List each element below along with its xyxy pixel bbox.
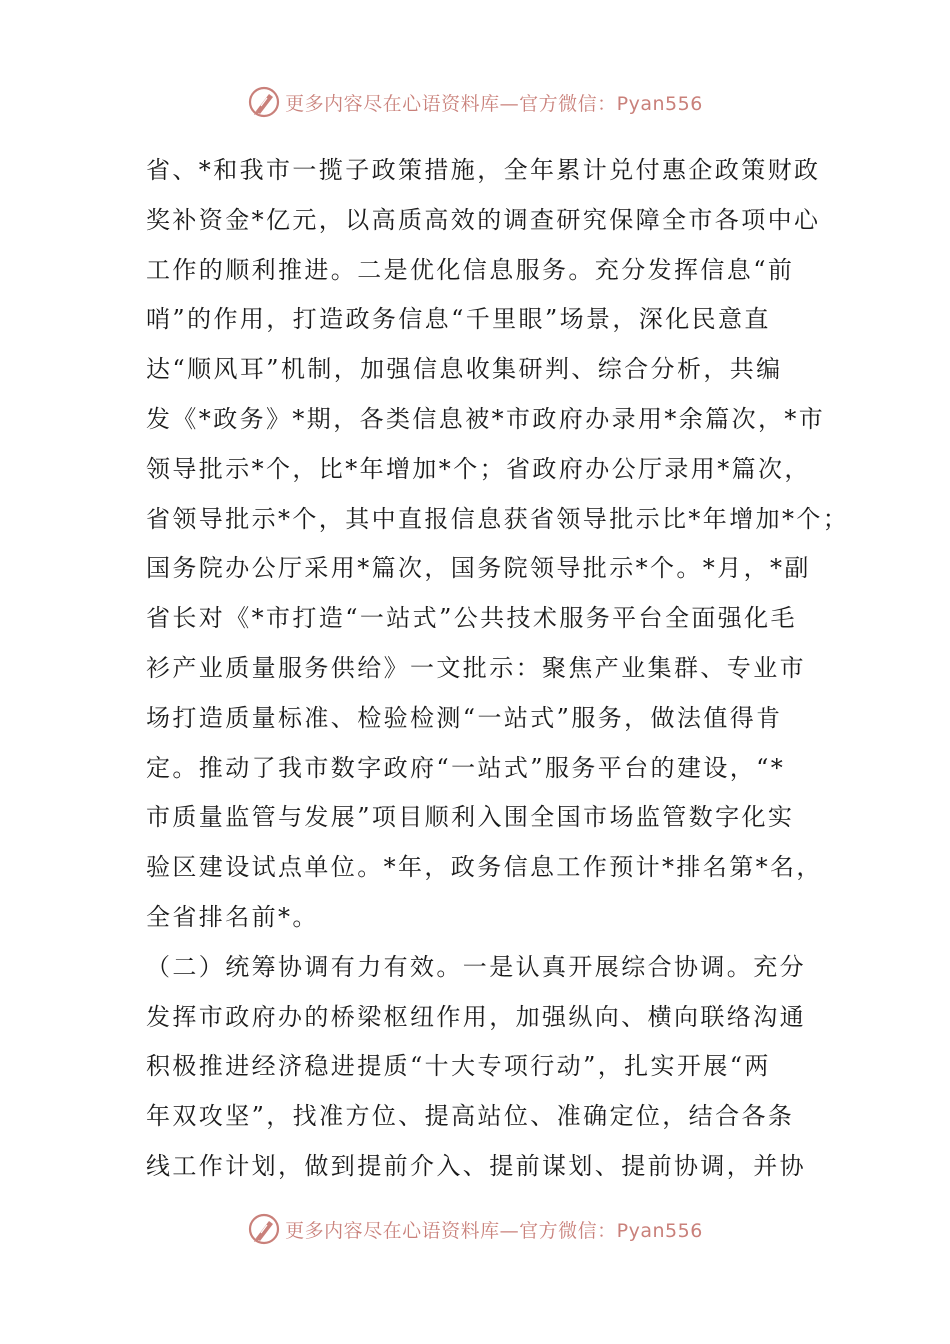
text-line: 年双攻坚”，找准方位、提高站位、准确定位，结合各条 [146,1102,795,1131]
watermark-account: Pyan556 [616,1219,703,1242]
text-line: 奖补资金*亿元，以高质高效的调查研究保障全市各项中心 [146,205,821,234]
watermark-text [285,89,703,116]
text-line: 国务院办公厅采用*篇次，国务院领导批示*个。*月，*副 [146,554,811,583]
text-line: 定。推动了我市数字政府“一站式”服务平台的建设，“* [146,753,786,782]
pen-nib-logo-icon [247,1212,281,1246]
watermark-text [285,1216,703,1243]
section-heading-line: （二）统筹协调有力有效。一是认真开展综合协调。充分 [146,952,806,981]
text-line: 领导批示*个，比*年增加*个；省政府办公厅录用*篇次， [146,454,811,483]
text-line: 发挥市政府办的桥梁枢纽作用，加强纵向、横向联络沟通 [146,1002,806,1031]
text-line: 全省排名前*。 [146,902,319,931]
footer-watermark [0,1209,950,1249]
text-line: 省长对《*市打造“一站式”公共技术服务平台全面强化毛 [146,604,797,633]
header-watermark [0,82,950,122]
text-line: 积极推进经济稳进提质“十大专项行动”，扎实开展“两 [146,1052,771,1081]
text-line: 省、*和我市一揽子政策措施，全年累计兑付惠企政策财政 [146,156,821,184]
text-line: 验区建设试点单位。*年，政务信息工作预计*排名第*名， [146,853,823,882]
text-line: 线工作计划，做到提前介入、提前谋划、提前协调，并协 [146,1151,806,1180]
text-line: 工作的顺利推进。二是优化信息服务。充分发挥信息“前 [146,255,795,284]
text-line: 场打造质量标准、检验检测“一站式”服务，做法值得肯 [146,703,783,732]
watermark-label: 更多内容尽在心语资料库—官方微信： [285,92,617,115]
pen-nib-logo-icon [247,85,281,119]
watermark-account: Pyan556 [616,92,703,115]
text-line: 衫产业质量服务供给》一文批示：聚焦产业集群、专业市 [146,653,806,682]
text-line: 市质量监管与发展”项目顺利入围全国市场监管数字化实 [146,803,795,832]
text-line: 省领导批示*个，其中直报信息获省领导批示比*年增加*个； [146,504,850,533]
text-line: 哨”的作用，打造政务信息“千里眼”场景，深化民意直 [146,305,771,334]
document-body [146,146,850,1192]
text-line: 发《*政务》*期，各类信息被*市政府办录用*余篇次，*市 [146,404,826,433]
text-line: 达“顺风耳”机制，加强信息收集研判、综合分析，共编 [146,355,783,384]
watermark-label: 更多内容尽在心语资料库—官方微信： [285,1219,617,1242]
